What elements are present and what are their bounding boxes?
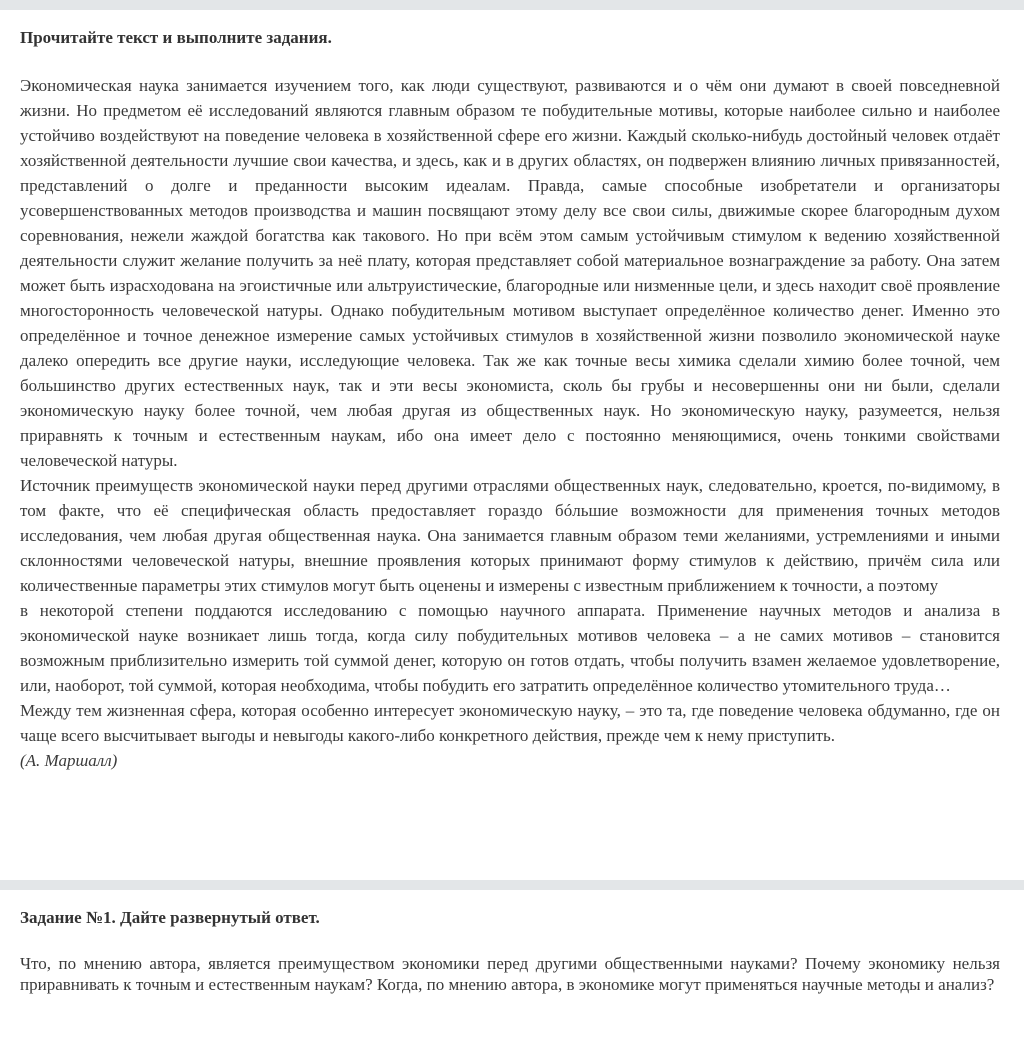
author-attribution: (А. Маршалл): [20, 751, 118, 770]
paragraph-1: Экономическая наука занимается изучением того, как люди существуют, развиваются и о чём они думают в своей повседневной жизни. Но предметом её исследований являются главным образом те побудительные мотивы, которые наиболее сильно и наиболее устойчиво воздействуют на поведение человека в хозяйственной сфере его жизни. Каждый сколько-нибудь достойный человек отдаёт хозяйственной деятельности лучшие свои качества, и здесь, как и в других областях, он подвержен влиянию личных привязанностей, представлений о долге и преданности высоким идеалам. Правда, самые способные изобретатели и организаторы усовершенствованных методов производства и машин посвящают этому делу все свои силы, движимые скорее благородным духом соревнования, нежели жаждой богатства как такового. Но при всём этом самым устойчивым стимулом к ведению хозяйственной деятельности служит желание получить за неё плату, которая представляет собой материальное вознаграждение за работу. Она затем может быть израсходована на эгоистичные или альтруистические, благородные или низменные цели, и здесь находит своё проявление многосторонность человеческой натуры. Однако побудительным мотивом выступает определённое количество денег. Именно это определённое и точное денежное измерение самых устойчивых стимулов в хозяйственной жизни позволило экономической науке далеко опередить все другие науки, исследующие человека. Так же как точные весы химика сделали химию более точной, чем большинство других естественных наук, так и эти весы экономиста, сколь бы грубы и несовершенны они ни были, сделали экономическую науку более точной, чем любая другая из общественных наук. Но экономическую науку, разумеется, нельзя приравнять к точным и естественным наукам, ибо она имеет дело с постоянно меняющимися, очень тонкими свойствами человеческой натуры.: [20, 76, 1000, 470]
paragraph-4: Между тем жизненная сфера, которая особенно интересует экономическую науку, – это та, где поведение человека обдуманно, где он чаще всего высчитывает выгоды и невыгоды какого-либо конкретного действия, прежде чем к нему приступить.: [20, 701, 1000, 745]
task-heading: Задание №1. Дайте развернутый ответ.: [20, 908, 320, 927]
task-question: Что, по мнению автора, является преимуществом экономики перед другими общественными науками? Почему экономику нельзя приравнивать к точным и естественным наукам? Когда, по мнению автора, в экономике могут применяться научные методы и анализ?: [20, 954, 1000, 994]
instruction-heading: Прочитайте текст и выполните задания.: [20, 28, 332, 47]
paragraph-2: Источник преимуществ экономической науки перед другими отраслями общественных наук, следовательно, кроется, по-видимому, в том факте, что её специфическая область предоставляет гораздо бóльшие возможности для применения точных методов исследования, чем любая другая общественная наука. Она занимается главным образом теми желаниями, устремлениями и иными склонностями человеческой натуры, внешние проявления которых принимают форму стимулов к действию, причём сила или количественные параметры этих стимулов могут быть оценены и измерены с известным приближением к точности, а поэтому: [20, 476, 1000, 595]
reading-section: [20, 27, 1000, 773]
task-section: [20, 907, 1000, 995]
paragraph-3: в некоторой степени поддаются исследованию с помощью научного аппарата. Применение научных методов и анализа в экономической науке возникает лишь тогда, когда силу побудительных мотивов человека – а не самих мотивов – становится возможным приблизительно измерить той суммой денег, которую он готов отдать, чтобы получить взамен желаемое удовлетворение, или, наоборот, той суммой, которая необходима, чтобы побудить его затратить определённое количество утомительного труда…: [20, 601, 1000, 695]
top-divider: [0, 0, 1024, 10]
section-divider: [0, 880, 1024, 890]
reading-text: [20, 73, 1000, 748]
